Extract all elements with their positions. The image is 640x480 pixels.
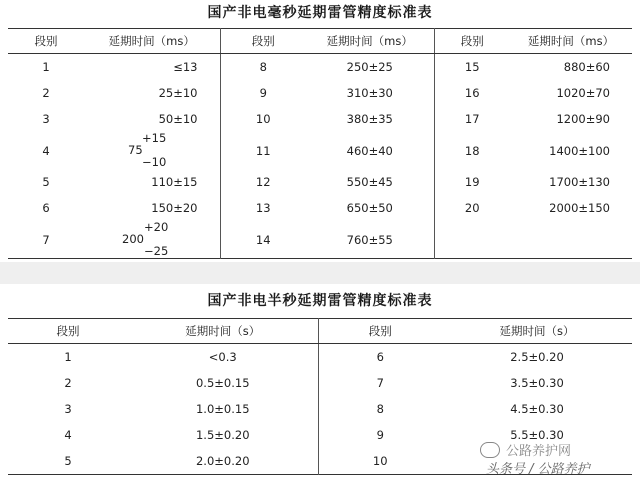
tolerance-minus: −10 xyxy=(142,155,167,169)
segment-cell: 7 xyxy=(376,376,384,390)
table-header-row xyxy=(8,319,632,344)
segment-cell: 9 xyxy=(376,428,384,442)
segment-cell: 1 xyxy=(42,60,50,74)
delay-cell: 110±15 xyxy=(84,169,220,195)
delay-cell: 1200±90 xyxy=(556,112,610,126)
segment-cell: 3 xyxy=(64,402,72,416)
segment-cell: 12 xyxy=(255,175,271,189)
delay-cell: 550±45 xyxy=(306,169,434,195)
delay-cell: 880±60 xyxy=(563,60,610,74)
millisecond-detonator-table xyxy=(8,28,632,259)
table-row xyxy=(8,344,632,371)
delay-cell: 250±25 xyxy=(306,54,434,81)
header-segment: 段别 xyxy=(8,29,84,54)
delay-cell: 150±20 xyxy=(84,195,220,221)
segment-cell: 18 xyxy=(464,143,480,158)
delay-cell: 25±10 xyxy=(84,80,220,106)
tolerance-plus: +20 xyxy=(144,220,169,234)
delay-cell: 1700±130 xyxy=(549,175,610,189)
delay-cell: ≤13 xyxy=(84,54,220,81)
segment-cell: 14 xyxy=(255,232,271,247)
table-row xyxy=(8,54,632,81)
asymmetric-tolerance xyxy=(122,221,168,257)
header-delay: 延期时间（ms） xyxy=(84,29,220,54)
tolerance-minus: −25 xyxy=(144,244,169,258)
tolerance-base: 75 xyxy=(128,143,143,157)
segment-cell: 3 xyxy=(42,112,50,126)
table-row xyxy=(8,396,632,422)
segment-cell: 19 xyxy=(464,175,480,189)
table-row xyxy=(8,106,632,132)
table2-title: 国产非电半秒延期雷管精度标准表 xyxy=(207,293,433,309)
header-delay: 延期时间（s） xyxy=(128,319,318,344)
segment-cell: 17 xyxy=(464,112,480,126)
delay-cell: 2000±150 xyxy=(549,201,610,215)
delay-cell: 2.5±0.20 xyxy=(510,350,564,364)
header-segment: 段别 xyxy=(8,319,128,344)
segment-cell xyxy=(434,221,510,259)
chat-bubble-icon xyxy=(480,442,500,458)
tolerance-plus: +15 xyxy=(142,131,167,145)
tolerance-base: 200 xyxy=(122,232,144,246)
segment-cell: 9 xyxy=(259,86,267,100)
delay-cell: 760±55 xyxy=(306,221,434,259)
table-row xyxy=(8,80,632,106)
segment-cell: 2 xyxy=(42,86,50,100)
table-header-row xyxy=(8,29,632,54)
table-row xyxy=(8,221,632,259)
segment-cell: 6 xyxy=(376,350,384,364)
header-segment: 段别 xyxy=(318,319,442,344)
segment-cell: 4 xyxy=(64,428,72,442)
asymmetric-tolerance xyxy=(128,132,166,168)
segment-cell: 6 xyxy=(42,201,50,215)
delay-cell: 460±40 xyxy=(306,132,434,169)
delay-cell: 380±35 xyxy=(306,106,434,132)
segment-cell: 16 xyxy=(464,86,480,100)
segment-cell: 10 xyxy=(255,112,271,126)
watermark-line1: 公路养护网 xyxy=(506,444,572,459)
delay-cell: 5.5±0.30 xyxy=(510,428,564,442)
table1-title: 国产非电毫秒延期雷管精度标准表 xyxy=(207,5,433,21)
segment-cell: 13 xyxy=(255,201,271,215)
segment-cell: 1 xyxy=(64,350,72,364)
segment-cell: 15 xyxy=(464,60,480,74)
delay-cell: 2.0±0.20 xyxy=(128,448,318,475)
segment-cell: 7 xyxy=(42,232,50,247)
delay-cell: 310±30 xyxy=(306,80,434,106)
header-delay: 延期时间（ms） xyxy=(510,29,632,54)
segment-cell: 11 xyxy=(255,143,271,158)
segment-cell: 5 xyxy=(42,175,50,189)
delay-cell: 1400±100 xyxy=(549,143,610,158)
segment-cell: 20 xyxy=(464,201,480,215)
delay-cell: 50±10 xyxy=(84,106,220,132)
segment-cell: 5 xyxy=(64,454,72,468)
watermark xyxy=(478,442,638,478)
delay-cell: 4.5±0.30 xyxy=(510,402,564,416)
header-delay: 延期时间（ms） xyxy=(306,29,434,54)
delay-cell: 3.5±0.30 xyxy=(510,376,564,390)
delay-cell: <0.3 xyxy=(128,344,318,371)
header-segment: 段别 xyxy=(220,29,306,54)
delay-cell: 1.5±0.20 xyxy=(128,422,318,448)
delay-cell: 1020±70 xyxy=(556,86,610,100)
table-row xyxy=(8,169,632,195)
table-row xyxy=(8,132,632,169)
delay-cell-asymmetric xyxy=(84,132,220,169)
segment-cell: 4 xyxy=(42,143,50,158)
table-row xyxy=(8,370,632,396)
segment-cell: 8 xyxy=(376,402,384,416)
delay-cell: 650±50 xyxy=(306,195,434,221)
delay-cell-asymmetric xyxy=(84,221,220,259)
delay-cell xyxy=(510,221,632,259)
section-divider xyxy=(0,262,640,284)
delay-cell: 0.5±0.15 xyxy=(128,370,318,396)
header-segment: 段别 xyxy=(434,29,510,54)
delay-cell: 1.0±0.15 xyxy=(128,396,318,422)
table-row xyxy=(8,195,632,221)
header-delay: 延期时间（s） xyxy=(442,319,632,344)
segment-cell: 2 xyxy=(64,376,72,390)
segment-cell: 8 xyxy=(259,60,267,74)
watermark-line2: 头条号 / 公路养护 xyxy=(486,462,590,477)
segment-cell: 10 xyxy=(372,454,388,468)
